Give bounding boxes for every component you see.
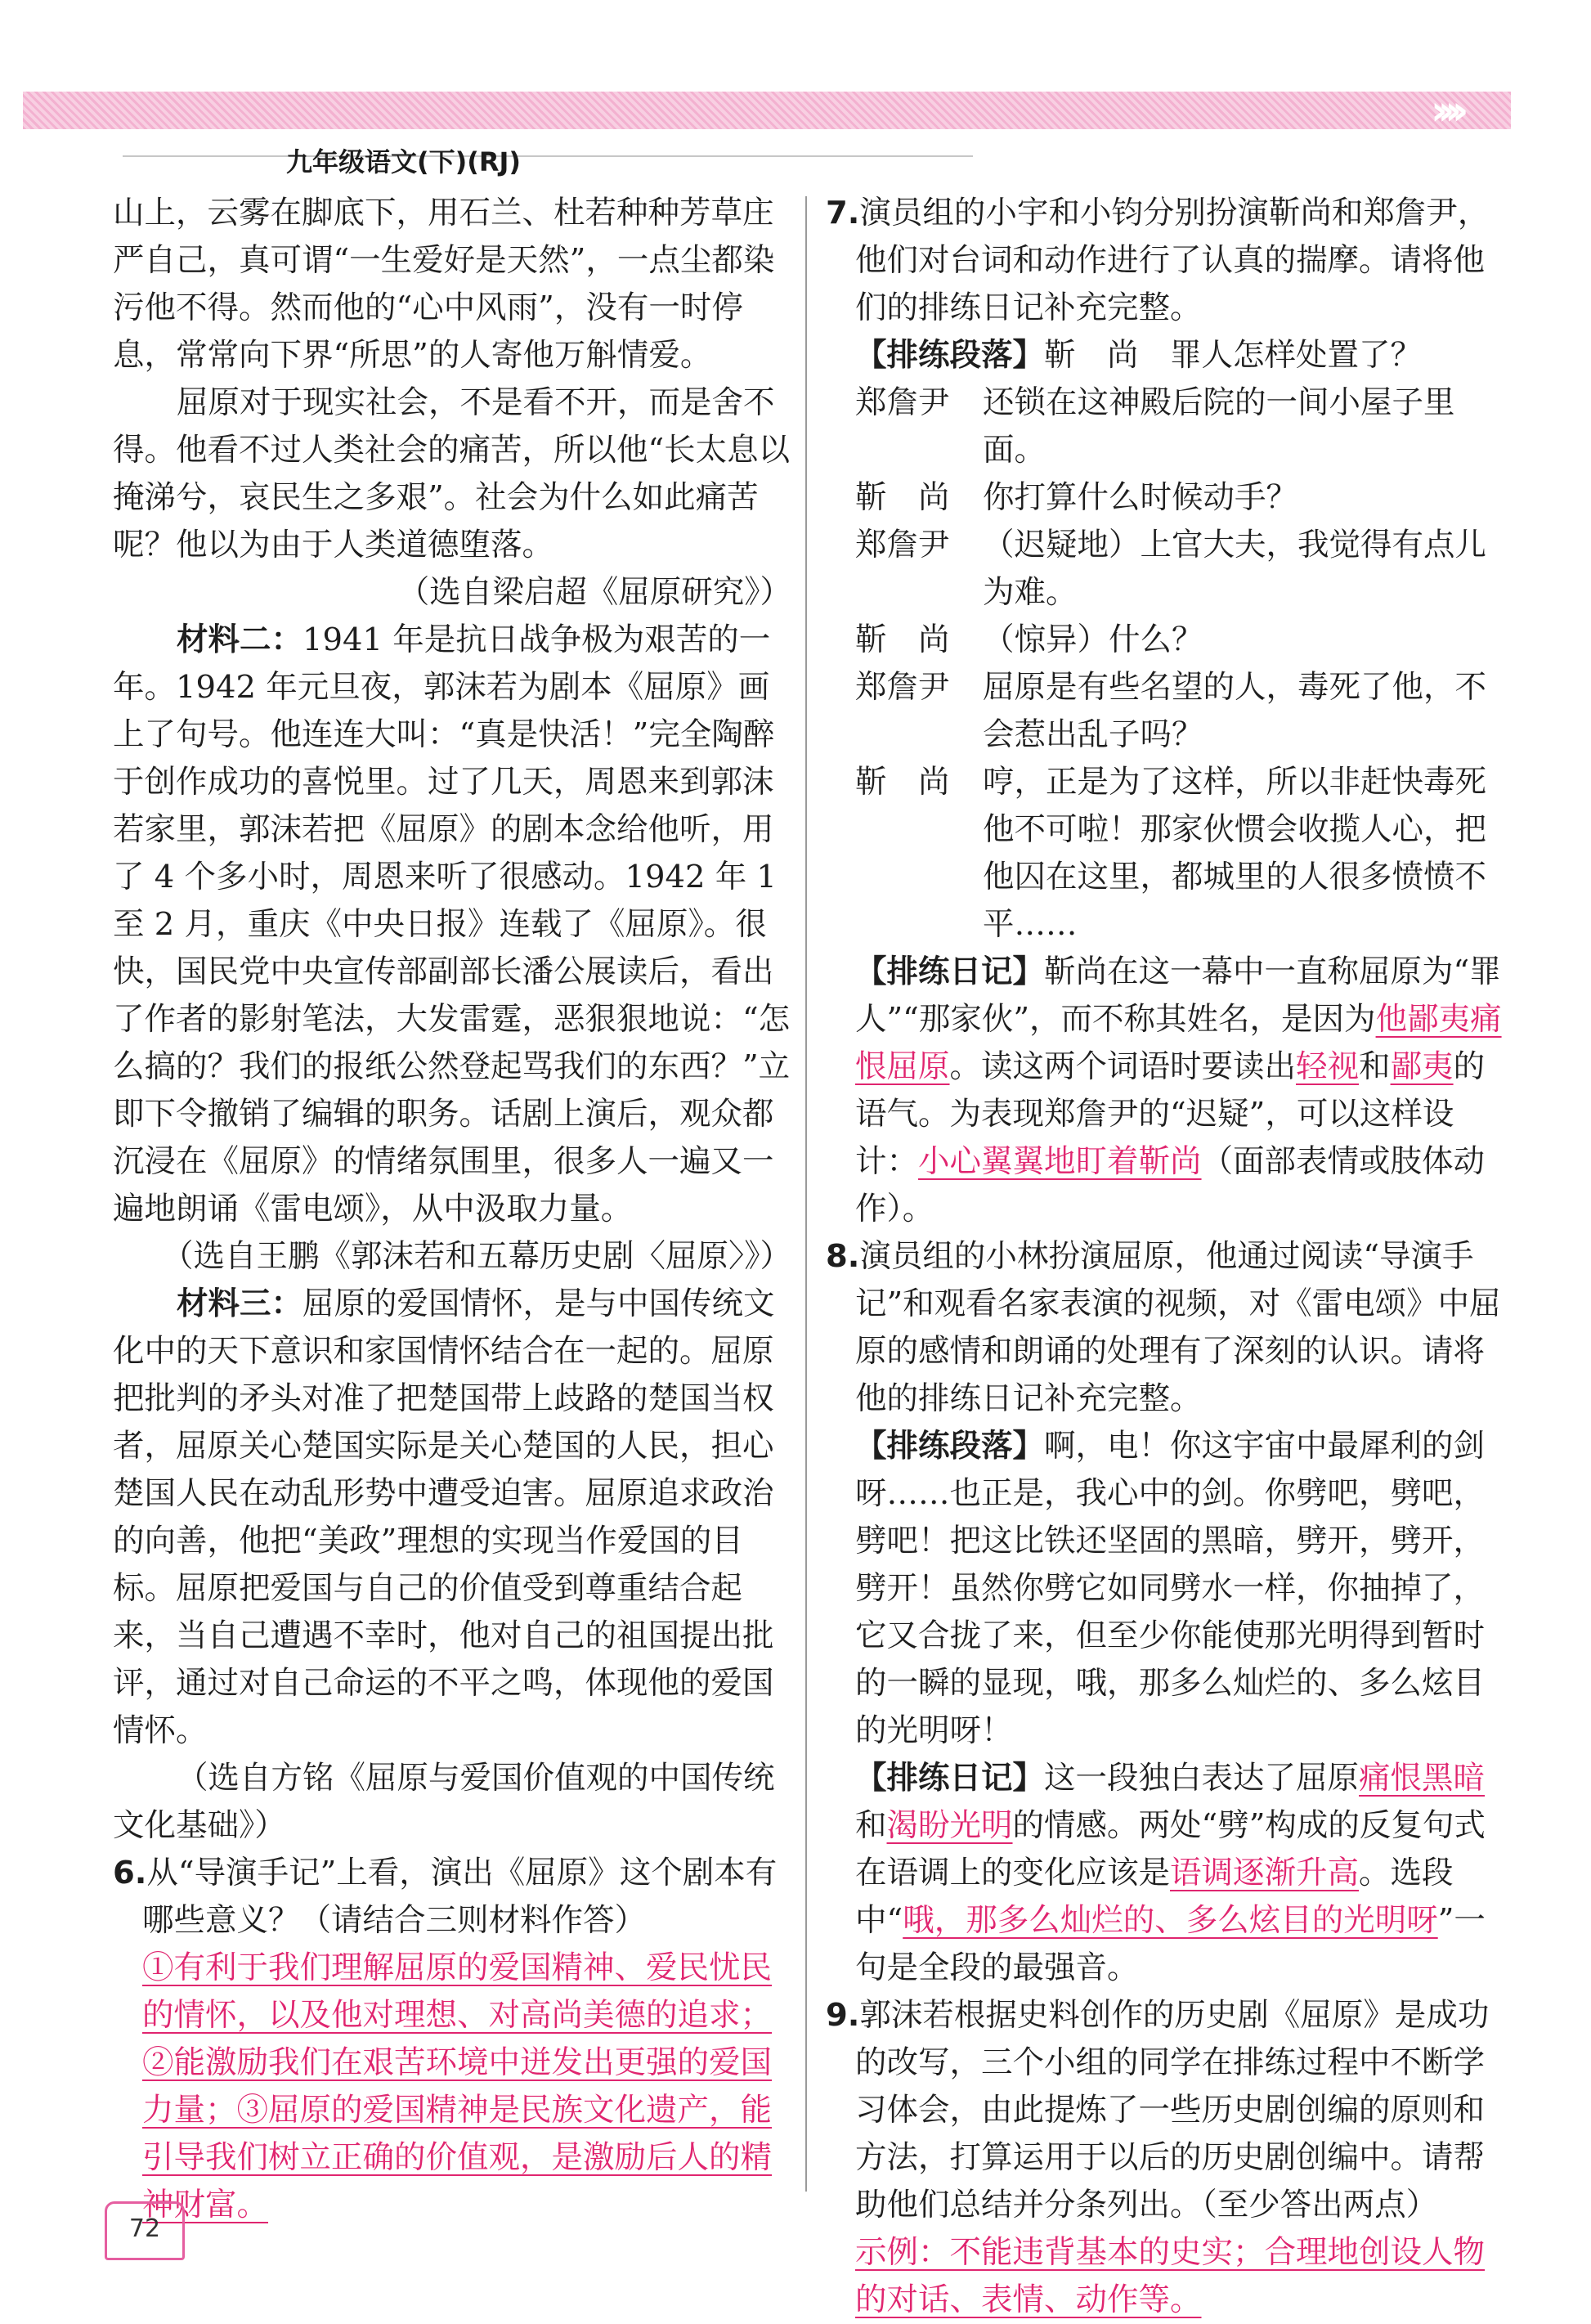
speaker: 靳 尚 <box>855 479 950 516</box>
left-column <box>113 190 791 2229</box>
source-citation: （选自方铭《屈原与爱国价值观的中国传统文化基础》） <box>113 1760 775 1844</box>
diary-text: 和 <box>855 1807 887 1844</box>
answer-text: 痛恨黑暗 <box>1359 1760 1486 1797</box>
question-number: 8. <box>826 1238 860 1275</box>
dialog-line: 靳 尚 罪人怎样处置了？ <box>1044 337 1423 374</box>
material-text: 1941 年是抗日战争极为艰苦的一年。1942 年元旦夜，郭沫若为剧本《屈原》画上了句号。他连连大叫：“真是快活！”完全陶醉于创作成功的喜悦里。过了几天，周恩来到郭沫若家里，郭沫若把《屈原》的剧本念给他听，用了 4 个多小时，周恩来听了很感动。1942 年 1 至 2 月，重庆《中央日报》连载了《屈原》。很快，国民党中央宣传部副部长潘公展读后，看出了作者的影射笔法，大发雷霆，恶狠狠地说：“怎么搞的？我们的报纸公然登起骂我们的东西？”立即下令撤销了编辑的职务。话剧上演后，观众都沉浸在《屈原》的情绪氛围里，很多人一遍又一遍地朗诵《雷电颂》，从中汲取力量。 <box>113 621 791 1227</box>
line-text: （迟疑地）上官大夫，我觉得有点儿为难。 <box>983 527 1487 611</box>
header-banner <box>23 87 1511 134</box>
question-9 <box>826 1992 1504 2229</box>
rehearsal-diary <box>826 1755 1504 1992</box>
question-text: 从“导演手记”上看，演出《屈原》这个剧本有哪些意义？（请结合三则材料作答） <box>142 1855 778 1939</box>
chevrons-icon: ›››› <box>1431 87 1459 134</box>
speaker: 郑詹尹 <box>855 527 950 563</box>
segment-label: 【排练段落】 <box>855 1428 1045 1465</box>
diary-text: 。选段中“ <box>855 1855 1454 1939</box>
material-text: 屈原的爱国情怀，是与中国传统文化中的天下意识和家国情怀结合在一起的。屈原把批判的矛头对准了把楚国带上歧路的楚国当权者，屈原关心楚国实际是关心楚国的人民，担心楚国人民在动乱形势中遭受迫害。屈原追求政治的向善，他把“美政”理想的实现当作爱国的目标。屈原把爱国与自己的价值受到尊重结合起来，当自己遭遇不幸时，他对自己的祖国提出批评，通过对自己命运的不平之鸣，体现他的爱国情怀。 <box>113 1285 775 1749</box>
speaker: 靳 尚 <box>855 621 950 658</box>
answer-text: 轻视 <box>1296 1048 1360 1085</box>
passage-paragraph: 屈原对于现实社会，不是看不开，而是舍不得。他看不过人类社会的痛苦，所以他“长太息以掩涕兮，哀民生之多艰”。社会为什么如此痛苦呢？他以为由于人类道德堕落。 <box>113 384 791 563</box>
dialog-line <box>826 474 1504 522</box>
diary-text: ”一句是全段的最强音。 <box>855 1902 1486 1986</box>
dialog-line <box>826 664 1504 759</box>
answer-text: 渴盼光明 <box>886 1807 1013 1844</box>
diary-label: 【排练日记】 <box>855 953 1045 990</box>
speaker: 郑詹尹 <box>855 384 950 421</box>
diary-text: （面部表情或肢体动作）。 <box>855 1143 1486 1227</box>
diary-text: 的语气。为表现郑詹尹的“迟疑”，可以这样设计： <box>855 1048 1486 1180</box>
material-three <box>113 1281 791 1755</box>
question-7 <box>826 190 1504 332</box>
rehearsal-segment <box>826 1423 1504 1755</box>
question-text: 演员组的小林扮演屈原，他通过阅读“导演手记”和观看名家表演的视频，对《雷电颂》中屈原的感情和朗诵的处理有了深刻的认识。请将他的排练日记补充完整。 <box>855 1238 1501 1417</box>
material-label: 材料三： <box>177 1285 303 1322</box>
speaker: 靳 尚 <box>855 764 950 801</box>
speaker: 郑詹尹 <box>855 669 950 706</box>
question-number: 7. <box>826 195 860 231</box>
passage-paragraph: 山上，云雾在脚底下，用石兰、杜若种种芳草庄严自己，真可谓“一生爱好是天然”，一点尘都染污他不得。然而他的“心中风雨”，没有一时停息，常常向下界“所思”的人寄他万斛情爱。 <box>113 195 775 374</box>
answer-text: 小心翼翼地盯着靳尚 <box>918 1143 1202 1180</box>
source-citation: （选自梁启超《屈原研究》） <box>397 574 791 611</box>
answer-text: 他鄙夷痛恨屈原 <box>855 1001 1502 1085</box>
line-text: （惊异）什么？ <box>983 621 1203 658</box>
rehearsal-diary <box>826 949 1504 1233</box>
question-8 <box>826 1233 1504 1423</box>
dialog-line <box>826 522 1504 617</box>
line-text: 你打算什么时候动手？ <box>983 479 1298 516</box>
dialog-line <box>826 379 1504 474</box>
diary-text: 的情感。两处“劈”构成的反复句式在语调上的变化应该是 <box>855 1807 1486 1891</box>
right-column <box>826 190 1504 2324</box>
material-two <box>113 617 791 1233</box>
column-divider <box>805 196 807 2192</box>
line-text: 屈原是有些名望的人，毒死了他，不会惹出乱子吗？ <box>983 669 1487 753</box>
diary-label: 【排练日记】 <box>855 1760 1045 1797</box>
answer-text: 鄙夷 <box>1390 1048 1454 1085</box>
question-number: 6. <box>113 1855 147 1891</box>
diary-text: 和 <box>1359 1048 1391 1085</box>
answer-text: 哦，那多么灿烂的、多么炫目的光明呀 <box>903 1902 1438 1939</box>
answer-6 <box>113 1945 791 2229</box>
page-number: 72 <box>105 2201 185 2260</box>
segment-label: 【排练段落】 <box>855 337 1045 374</box>
source-citation: （选自王鹏《郭沫若和五幕历史剧〈屈原〉》） <box>161 1238 791 1275</box>
dialog-line <box>826 759 1504 949</box>
rehearsal-segment <box>826 332 1504 379</box>
material-label: 材料二： <box>177 621 303 658</box>
answer-text: ①有利于我们理解屈原的爱国精神、爱民忧民的情怀，以及他对理想、对高尚美德的追求；②能激励我们在艰苦环境中迸发出更强的爱国力量；③屈原的爱国精神是民族文化遗产，能引导我们树立正确的价值观，是激励后人的精神财富。 <box>142 1949 773 2223</box>
answer-text: 语调逐渐升高 <box>1170 1855 1360 1891</box>
question-text: 郭沫若根据史料创作的历史剧《屈原》是成功的改写，三个小组的同学在排练过程中不断学习体会，由此提炼了一些历史剧创编的原则和方法，打算运用于以后的历史剧创编中。请帮助他们总结并分条列出。（至少答出两点） <box>855 1997 1490 2223</box>
page-header-title: 九年级语文(下)(RJ) <box>286 146 522 177</box>
line-text: 还锁在这神殿后院的一间小屋子里面。 <box>983 384 1455 469</box>
question-number: 9. <box>826 1997 860 2034</box>
diary-text: 这一段独白表达了屈原 <box>1044 1760 1360 1797</box>
answer-9 <box>826 2229 1504 2324</box>
dialog-line <box>826 617 1504 664</box>
question-6 <box>113 1850 791 1945</box>
diary-text: 靳尚在这一幕中一直称屈原为“罪人”“那家伙”，而不称其姓名，是因为 <box>855 953 1501 1038</box>
diary-text: 。读这两个词语时要读出 <box>949 1048 1297 1085</box>
question-text: 演员组的小宇和小钧分别扮演靳尚和郑詹尹，他们对台词和动作进行了认真的揣摩。请将他们的排练日记补充完整。 <box>855 195 1490 326</box>
answer-text: 示例：不能违背基本的史实；合理地创设人物的对话、表情、动作等。 <box>855 2234 1486 2318</box>
segment-text: 啊，电！你这宇宙中最犀利的剑呀……也正是，我心中的剑。你劈吧，劈吧，劈吧！把这比铁还坚固的黑暗，劈开，劈开，劈开！虽然你劈它如同劈水一样，你抽掉了，它又合拢了来，但至少你能使那光明得到暂时的一瞬的显现，哦，那多么灿烂的、多么炫目的光明呀！ <box>855 1428 1486 1749</box>
line-text: 哼，正是为了这样，所以非赶快毒死他不可啦！那家伙惯会收揽人心，把他囚在这里，都城里的人很多愤愤不平…… <box>983 764 1487 943</box>
